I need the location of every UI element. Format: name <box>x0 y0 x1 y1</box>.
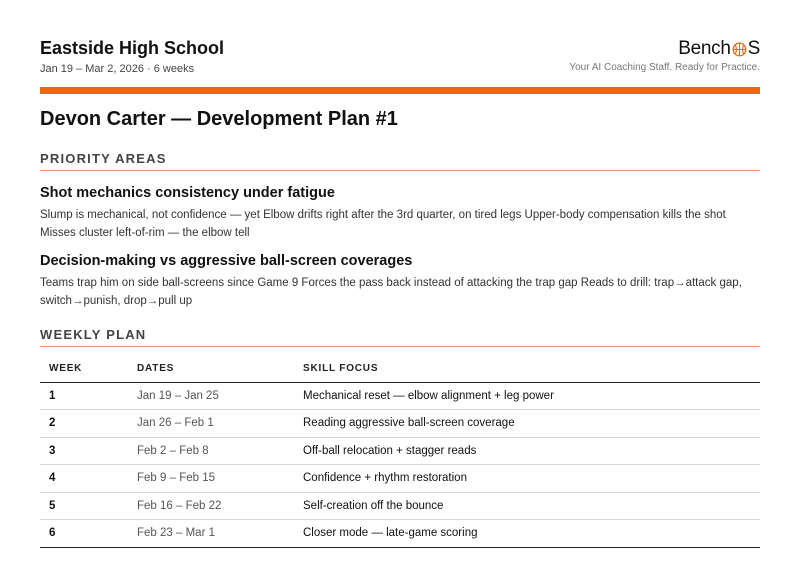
table-row <box>40 382 760 410</box>
plan-title: Devon Carter — Development Plan #1 <box>40 108 398 130</box>
table-row <box>40 465 760 493</box>
week-dates: Jan 19 – Jan 25 <box>137 382 303 410</box>
brand-tagline: Your AI Coaching Staff. Ready for Practice. <box>569 62 760 73</box>
priority-areas-heading: PRIORITY AREAS <box>40 151 167 166</box>
brand-name-prefix: Bench <box>678 38 731 59</box>
priority-area-description: Teams trap him on side ball-screens since Game 9 Forces the pass back instead of attacking the trap gap Reads to drill: trap→attack gap, switch→punish, drop→pull up <box>40 277 742 307</box>
brand-name-suffix: S <box>747 38 760 59</box>
week-number: 2 <box>40 410 137 438</box>
skill-focus: Reading aggressive ball-screen coverage <box>303 410 760 438</box>
column-header-dates: DATES <box>137 356 303 382</box>
priority-area-heading: Decision-making vs aggressive ball-screen coverages <box>40 253 413 269</box>
priority-area <box>40 184 760 242</box>
skill-focus: Self-creation off the bounce <box>303 492 760 520</box>
week-number: 5 <box>40 492 137 520</box>
priority-area <box>40 252 760 310</box>
week-number: 3 <box>40 437 137 465</box>
week-dates: Feb 23 – Mar 1 <box>137 520 303 548</box>
skill-focus: Closer mode — late-game scoring <box>303 520 760 548</box>
column-header-week: WEEK <box>40 356 137 382</box>
skill-focus: Mechanical reset — elbow alignment + leg power <box>303 382 760 410</box>
priority-area-description: Slump is mechanical, not confidence — yet Elbow drifts right after the 3rd quarter, on tired legs Upper-body compensation kills the shot Misses cluster left-of-rim — the elbow tell <box>40 209 726 239</box>
table-header-row <box>40 356 760 382</box>
week-number: 4 <box>40 465 137 493</box>
weekly-plan-table <box>40 356 760 548</box>
skill-focus: Confidence + rhythm restoration <box>303 465 760 493</box>
brand-block <box>569 38 760 73</box>
header-divider <box>40 87 760 94</box>
table-row <box>40 520 760 548</box>
priority-areas-divider <box>40 170 760 171</box>
column-header-skill-focus: SKILL FOCUS <box>303 356 760 382</box>
week-dates: Feb 9 – Feb 15 <box>137 465 303 493</box>
basketball-icon <box>732 42 747 57</box>
table-row <box>40 437 760 465</box>
week-number: 6 <box>40 520 137 548</box>
table-row <box>40 410 760 438</box>
week-dates: Feb 2 – Feb 8 <box>137 437 303 465</box>
week-dates: Jan 26 – Feb 1 <box>137 410 303 438</box>
weekly-plan-divider <box>40 346 760 347</box>
plan-date-range: Jan 19 – Mar 2, 2026 · 6 weeks <box>40 63 195 75</box>
table-row <box>40 492 760 520</box>
brand-logo <box>678 38 760 60</box>
priority-area-heading: Shot mechanics consistency under fatigue <box>40 185 335 201</box>
week-dates: Feb 16 – Feb 22 <box>137 492 303 520</box>
report-header <box>40 38 760 82</box>
weekly-plan-heading: WEEKLY PLAN <box>40 327 147 342</box>
school-name: Eastside High School <box>40 38 225 58</box>
skill-focus: Off-ball relocation + stagger reads <box>303 437 760 465</box>
week-number: 1 <box>40 382 137 410</box>
